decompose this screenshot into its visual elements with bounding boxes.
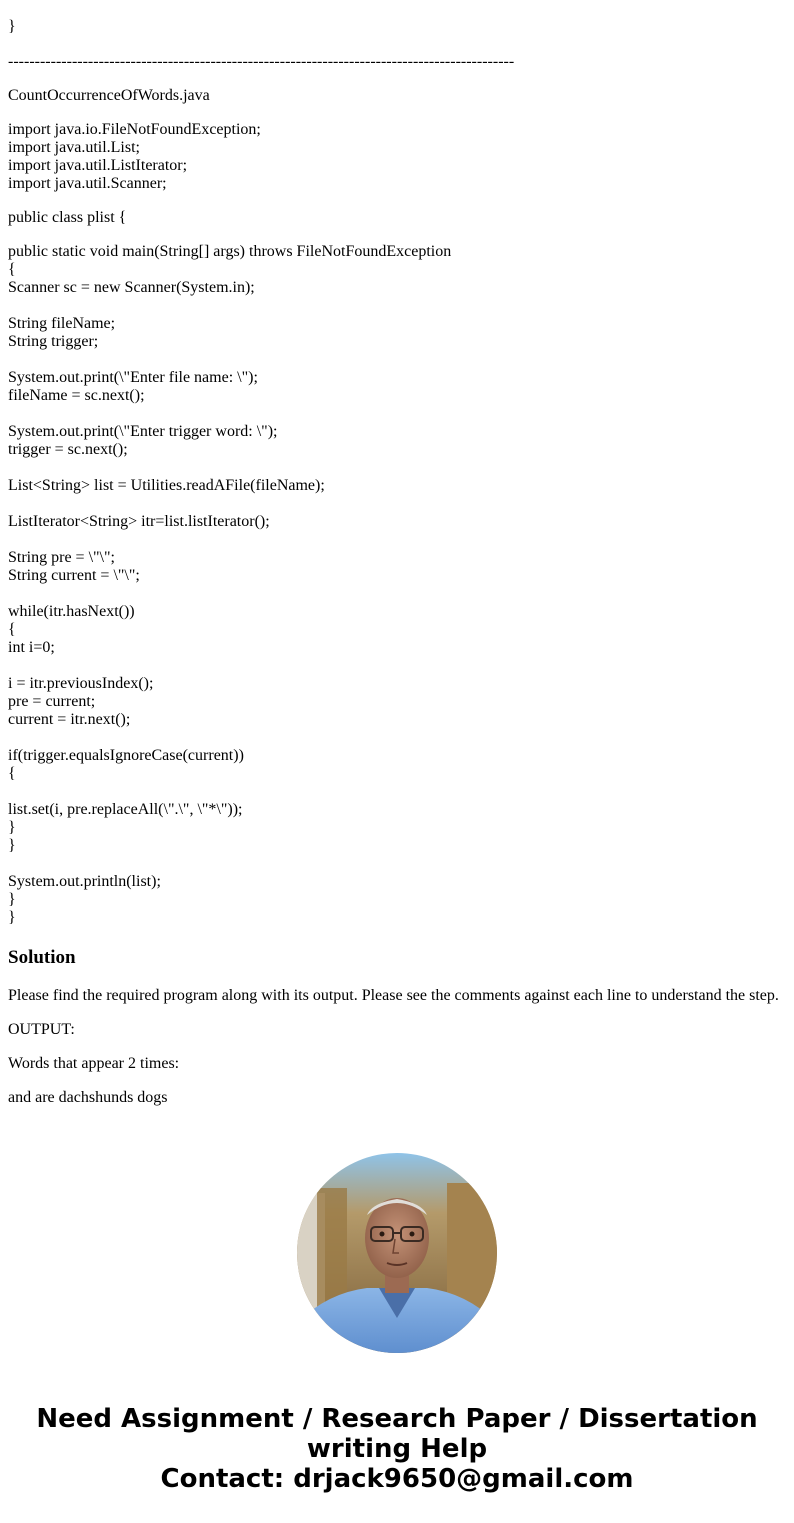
code-line: int i=0; [8,639,55,656]
code-line: List<String> list = Utilities.readAFile(fileName); [8,477,325,494]
solution-heading: Solution [8,947,76,968]
code-line: System.out.print(\"Enter file name: \"); [8,369,258,386]
code-line: current = itr.next(); [8,711,131,728]
code-line: System.out.println(list); [8,873,161,890]
code-line: pre = current; [8,693,96,710]
output-label: OUTPUT: [8,1021,75,1038]
repeated-words: and are dachshunds dogs [8,1089,168,1106]
code-line: { [8,621,16,638]
code-line: } [8,837,16,854]
solution-intro: Please find the required program along with its output. Please see the comments against each line to understand the step. [8,987,779,1004]
code-line: System.out.print(\"Enter trigger word: \"); [8,423,278,440]
code-line: Scanner sc = new Scanner(System.in); [8,279,255,296]
promo-line-2: writing Help [306,1434,488,1464]
code-line: i = itr.previousIndex(); [8,675,154,692]
promo-contact: Contact: drjack9650@gmail.com [160,1464,634,1494]
code-line: import java.io.FileNotFoundException; [8,121,261,138]
code-line: { [8,261,16,278]
code-line: list.set(i, pre.replaceAll(\".\", \"*\")); [8,801,243,818]
code-line: String current = \"\"; [8,567,140,584]
code-line: public class plist { [8,209,127,226]
promo-banner [0,1404,794,1494]
code-line: import java.util.Scanner; [8,175,167,192]
code-line: ----------------------------------------------------------------------------------------------- [8,53,515,70]
code-line: String trigger; [8,333,99,350]
code-line: while(itr.hasNext()) [8,603,135,620]
code-line: import java.util.ListIterator; [8,157,188,174]
code-line: String fileName; [8,315,116,332]
code-line: } [8,18,16,35]
words-label: Words that appear 2 times: [8,1055,180,1072]
code-line: fileName = sc.next(); [8,387,145,404]
portrait-image [297,1153,497,1353]
promo-line-1: Need Assignment / Research Paper / Dissertation [36,1404,758,1434]
code-line: if(trigger.equalsIgnoreCase(current)) [8,747,244,764]
code-line: { [8,765,16,782]
code-line: public static void main(String[] args) throws FileNotFoundException [8,243,452,260]
code-line: } [8,819,16,836]
code-line: String pre = \"\"; [8,549,115,566]
author-photo [297,1153,497,1353]
code-line: trigger = sc.next(); [8,441,128,458]
code-line: CountOccurrenceOfWords.java [8,87,210,104]
code-line: } [8,891,16,908]
code-line: import java.util.List; [8,139,140,156]
code-line: } [8,909,16,926]
code-line: ListIterator<String> itr=list.listIterator(); [8,513,270,530]
